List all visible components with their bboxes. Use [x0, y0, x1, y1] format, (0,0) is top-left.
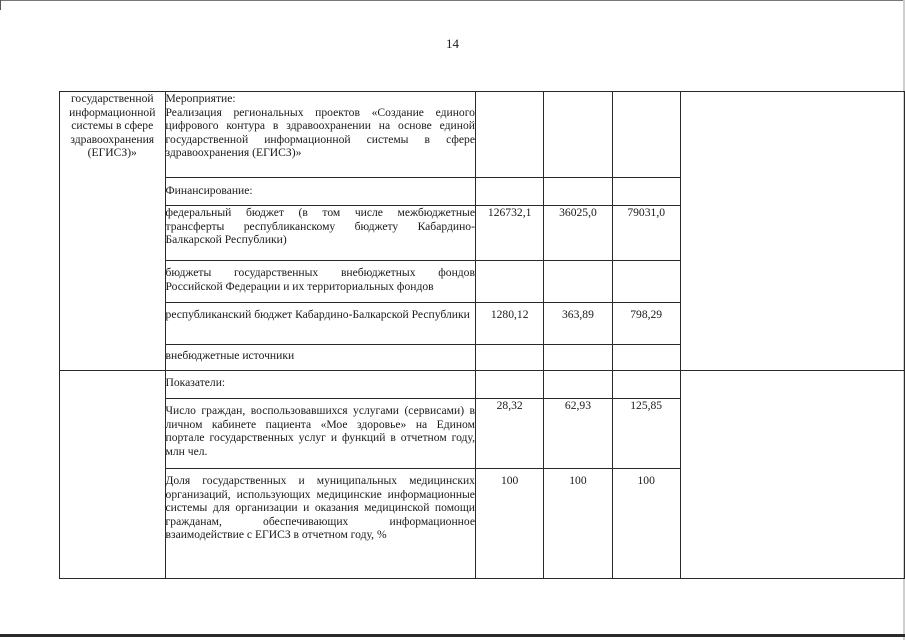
- empty-cell: [544, 371, 612, 399]
- financing-source: бюджеты государственных внебюджетных фондов Российской Федерации и их территориальных фондов: [165, 261, 475, 303]
- empty-cell: [60, 371, 166, 579]
- value-cell: 100: [612, 469, 680, 579]
- notes-cell: [680, 92, 904, 371]
- measure-cell: [165, 92, 475, 178]
- page-number: 14: [446, 36, 459, 51]
- empty-cell: [612, 371, 680, 399]
- empty-cell: [475, 92, 543, 178]
- indicator-text: Число граждан, воспользовавшихся услугами (сервисами) в личном кабинете пациента «Мое здоровье» на Едином портале государственных услуг и функций в отчетном году, млн чел.: [165, 399, 475, 469]
- value-cell: 36025,0: [544, 206, 612, 261]
- empty-cell: [544, 178, 612, 206]
- value-cell: [612, 345, 680, 371]
- financing-source: федеральный бюджет (в том числе межбюджетные трансферты республиканскому бюджету Кабардино-Балкарской Республики): [165, 206, 475, 261]
- value-cell: [612, 261, 680, 303]
- table-row-indicators-label: [60, 371, 905, 399]
- financing-source: внебюджетные источники: [165, 345, 475, 371]
- empty-cell: [475, 371, 543, 399]
- value-cell: [475, 345, 543, 371]
- value-cell: 1280,12: [475, 303, 543, 345]
- measure-text: Реализация региональных проектов «Создание единого цифрового контура в здравоохранении на основе единой государственной информационной системы в сфере здравоохранения (ЕГИСЗ)»: [165, 105, 475, 159]
- value-cell: 100: [475, 469, 543, 579]
- empty-cell: [544, 92, 612, 178]
- financing-label: Финансирование:: [165, 178, 475, 206]
- indicators-label: Показатели:: [165, 371, 475, 399]
- value-cell: [544, 345, 612, 371]
- value-cell: 363,89: [544, 303, 612, 345]
- value-cell: 79031,0: [612, 206, 680, 261]
- measure-label: Мероприятие:: [165, 92, 236, 105]
- section-name: государственной информационной системы в сфере здравоохранения (ЕГИСЗ)»: [69, 92, 156, 159]
- program-table: [59, 91, 905, 579]
- empty-cell: [475, 178, 543, 206]
- value-cell: 798,29: [612, 303, 680, 345]
- scan-edge-top: [0, 0, 905, 1]
- value-cell: 125,85: [612, 399, 680, 469]
- scan-edge-bottom: [0, 634, 905, 637]
- notes-cell: [680, 371, 904, 579]
- table-row-measure: [60, 92, 905, 178]
- empty-cell: [612, 178, 680, 206]
- value-cell: [475, 261, 543, 303]
- value-cell: 100: [544, 469, 612, 579]
- value-cell: 62,93: [544, 399, 612, 469]
- value-cell: 126732,1: [475, 206, 543, 261]
- indicator-text: Доля государственных и муниципальных медицинских организаций, использующих медицинские информационные системы для организации и оказания медицинской помощи гражданам, обеспечивающих информационное взаимодействие с ЕГИСЗ в отчетном году, %: [165, 469, 475, 579]
- value-cell: [544, 261, 612, 303]
- section-name-cell: [60, 92, 166, 371]
- scan-corner-mark: [0, 0, 1, 10]
- empty-cell: [612, 92, 680, 178]
- value-cell: 28,32: [475, 399, 543, 469]
- financing-source: республиканский бюджет Кабардино-Балкарской Республики: [165, 303, 475, 345]
